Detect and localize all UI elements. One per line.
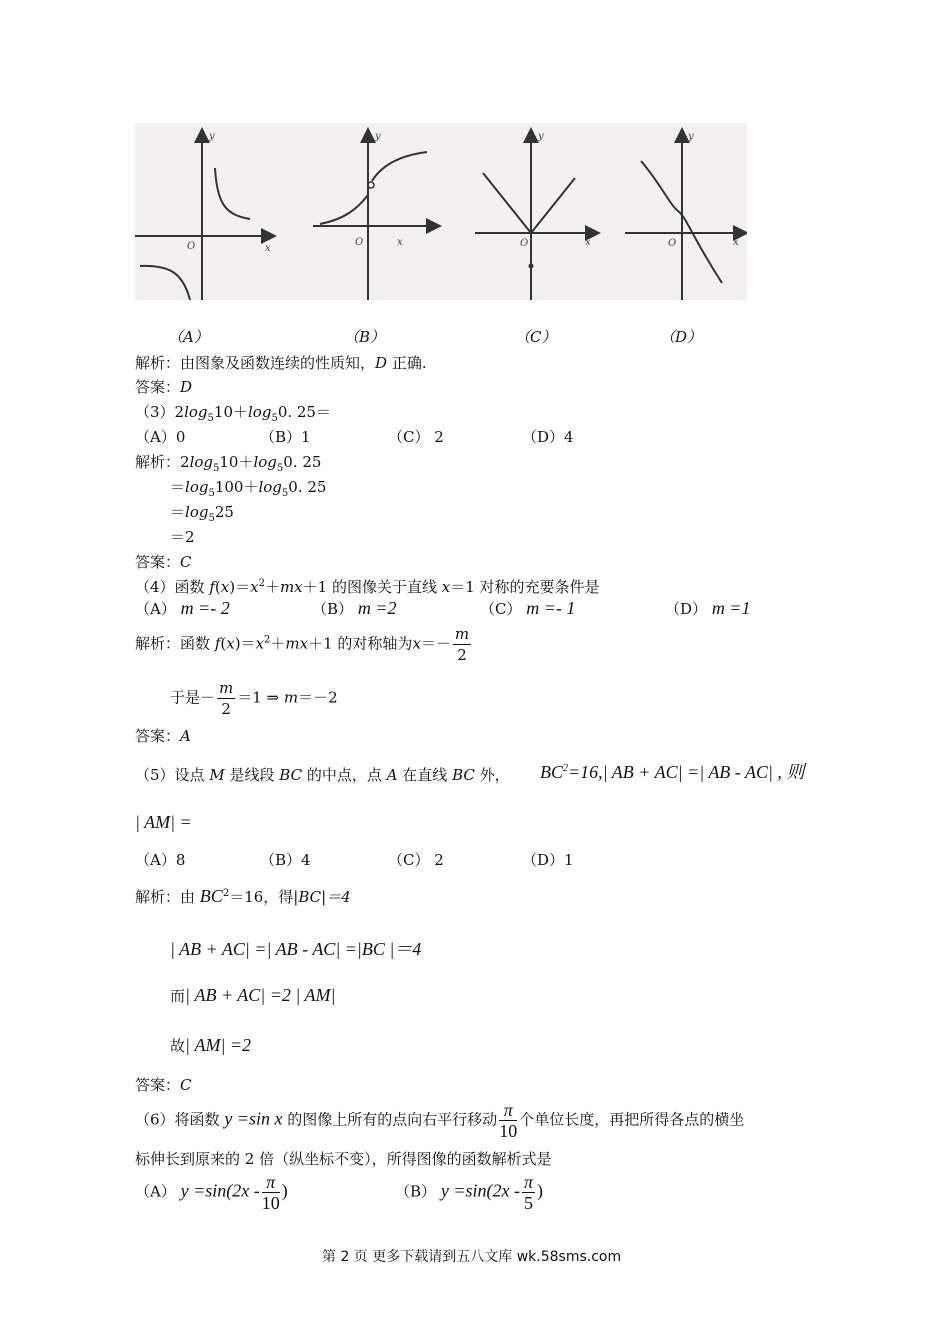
q2-analysis [135, 352, 427, 373]
graph-label-c: （C） [515, 328, 557, 346]
q3-answer-label: 答案： [135, 553, 181, 571]
q6-stem-b: 的图像上所有的点向右平行移动 [287, 1110, 498, 1129]
q5-analysis-a1c: |BC|＝4 [293, 888, 351, 906]
q6-option-a [135, 1172, 288, 1213]
q4-analysis-line1 [135, 624, 473, 665]
q5-answer [135, 1074, 192, 1095]
q4-line2-a: 于是－ [170, 688, 216, 707]
graph-c-y-label: y [538, 131, 544, 142]
q6-stem-a: 将函数 [174, 1110, 220, 1129]
q6-func: y =sin x [224, 1108, 283, 1129]
graph-b-origin: O [355, 237, 364, 248]
q4-stem-a: 函数 [174, 578, 205, 596]
q3-step2-base2: 5 [281, 488, 289, 499]
q2-answer [135, 376, 192, 397]
q5-cond-rest: =16,| AB + AC| =| AB - AC| , 则 [568, 762, 805, 782]
q4-analysis-label: 解析： [135, 634, 181, 653]
q3-step3-log: log [185, 503, 209, 521]
q6-option-a-num: π [262, 1172, 280, 1193]
q5-stem-d: 在直线 [402, 766, 448, 784]
q2-analysis-letter: D [375, 354, 388, 372]
q5-analysis-a3b: | AB + AC| =2 | AM| [185, 985, 336, 1005]
graph-c-origin: O [520, 238, 529, 249]
q4-option-c-label: （C） [480, 600, 522, 618]
q3-step2-base1: 5 [208, 488, 215, 499]
q5-analysis-line3 [170, 985, 335, 1006]
q3-analysis-step4: ＝2 [170, 528, 195, 546]
q5-BC-1: BC [279, 766, 303, 784]
q3-stem [135, 401, 331, 424]
q6-shift-den: 10 [499, 1121, 518, 1141]
q4-answer-label: 答案： [135, 727, 181, 745]
q4-f: f [209, 578, 215, 596]
q4-analysis-frac-den: 2 [457, 646, 467, 664]
q5-analysis-a3a: 而 [170, 987, 186, 1005]
q3-step1-c: 0. 25 [283, 453, 322, 471]
q4-x-1: x [220, 578, 230, 596]
q4-line2-b: ＝1 ⇒ [237, 688, 284, 707]
q5-stem-a: 设点 [174, 766, 205, 784]
q5-analysis-a4a: 故 [170, 1037, 186, 1055]
q3-answer-value: C [180, 553, 192, 571]
graph-b-y-label: y [375, 131, 381, 142]
q3-stem-a: 2 [174, 403, 185, 421]
q5-cond-sup: 2 [563, 763, 569, 774]
q6-option-b-label: （B） [395, 1182, 437, 1201]
q6-option-a-label: （A） [135, 1182, 176, 1201]
q4-analysis-frac-num: m [454, 625, 470, 643]
graph-c [475, 131, 597, 300]
q3-step2-log2: log [258, 478, 282, 496]
q6-stem-line2: 标伸长到原来的 2 倍（纵坐标不变），所得图像的函数解析式是 [135, 1150, 552, 1168]
q3-base-1: 5 [207, 413, 214, 424]
q4-stem-f: ＝1 对称的充要条件是 [450, 578, 600, 596]
q4-stem-c: )＝ [229, 578, 251, 596]
q3-step2-c: 0. 25 [288, 478, 327, 496]
q5-analysis-sup: 2 [222, 888, 230, 899]
q3-answer [135, 551, 192, 572]
q2-analysis-text-b: 正确. [391, 354, 427, 372]
q3-stem-c: 0. 25＝ [277, 403, 331, 421]
q4-stem-d: ＋ [264, 578, 280, 596]
q3-step1-base1: 5 [213, 463, 220, 474]
q3-step1-log2: log [253, 453, 277, 471]
q6-option-a-close: ) [281, 1180, 288, 1201]
q4-analysis-eq-minus: ＝－ [420, 634, 451, 653]
q4-analysis-eq: )＝ [234, 634, 256, 653]
q2-answer-label: 答案： [135, 378, 181, 396]
q3-step1-b: 10＋ [219, 453, 254, 471]
q4-analysis-mx: mx [285, 634, 309, 653]
graph-a-x-label: x [265, 243, 271, 254]
q3-stem-b: 10＋ [213, 403, 248, 421]
q3-option-d: （D）4 [522, 428, 574, 446]
q2-analysis-label: 解析： [135, 354, 181, 372]
q3-option-b: （B）1 [260, 428, 311, 446]
q3-option-a: （A）0 [135, 428, 186, 446]
q4-analysis-x1: x [226, 634, 235, 653]
q6-option-b-fraction [522, 1172, 535, 1213]
q5-stem [135, 764, 510, 785]
q5-stem-b: 是线段 [229, 766, 275, 784]
q5-cond-bc: BC [540, 762, 564, 782]
q4-option-b [312, 598, 396, 619]
q4-analysis-a: 函数 [180, 634, 211, 653]
q5-stem-c: 的中点，点 [306, 766, 382, 784]
q3-analysis-step3 [170, 501, 234, 524]
q3-analysis-label: 解析： [135, 453, 181, 471]
function-graphs-figure [135, 123, 747, 300]
graph-c-x-label: x [585, 237, 591, 248]
graph-a-origin: O [187, 241, 196, 252]
q5-A: A [386, 766, 398, 784]
q4-analysis-x3: x [412, 634, 421, 653]
q6-option-a-fraction [262, 1172, 280, 1213]
q4-option-d-label: （D） [665, 600, 708, 618]
q3-step3-a: ＝ [170, 503, 186, 521]
q4-option-b-value: m =2 [357, 598, 397, 618]
q4-square: 2 [258, 578, 265, 589]
q4-option-d-value: m =1 [711, 598, 751, 618]
q6-option-b [395, 1172, 543, 1213]
q4-stem-e: ＋1 的图像关于直线 [302, 578, 437, 596]
q5-M: M [209, 766, 225, 784]
q6-option-b-close: ) [536, 1180, 543, 1201]
q5-analysis-a1b: ＝16，得 [229, 888, 294, 906]
graphs-svg [135, 123, 747, 300]
q2-answer-value: D [180, 378, 193, 396]
q5-option-c: （C） 2 [388, 851, 444, 869]
q4-option-d [665, 598, 750, 619]
q3-step1-log1: log [189, 453, 213, 471]
q6-number: （6） [135, 1110, 175, 1129]
q4-analysis-plus1: ＋1 [308, 634, 338, 653]
q4-answer [135, 725, 191, 746]
q6-stem-c: 个单位长度，再把所得各点的横坐 [519, 1110, 745, 1129]
q4-option-c-value: m =- 1 [526, 598, 576, 618]
q5-option-b: （B）4 [260, 851, 311, 869]
q3-log-2: log [248, 403, 272, 421]
q4-number: （4） [135, 578, 175, 596]
q4-line2-fraction [217, 678, 235, 719]
q5-answer-label: 答案： [135, 1076, 181, 1094]
q6-option-a-expr: y =sin(2x - [180, 1180, 260, 1201]
q5-condition [540, 758, 804, 784]
q6-option-b-den: 5 [523, 1193, 533, 1213]
q3-step1-a: 2 [180, 453, 190, 471]
graph-a [135, 131, 273, 300]
q4-option-a-value: m =- 2 [180, 598, 230, 618]
q5-stem-e: 外， [479, 766, 510, 784]
q4-stem [135, 576, 600, 597]
q4-line2-c: m [283, 688, 299, 707]
q6-option-b-num: π [523, 1172, 533, 1192]
graph-d-y-label: y [688, 131, 694, 142]
q4-x-2: x [250, 578, 259, 596]
q6-option-b-expr: y =sin(2x - [440, 1180, 520, 1201]
q3-number: （3） [135, 403, 175, 421]
q5-analysis-line1 [135, 886, 351, 907]
q4-mx: mx [279, 578, 303, 596]
q4-stem-b: ( [214, 578, 221, 596]
q5-analysis-a4b: | AM| =2 [185, 1035, 252, 1055]
q5-analysis-label: 解析：由 [135, 888, 196, 906]
graph-d-origin: O [668, 238, 677, 249]
q3-step3-b: 25 [214, 503, 234, 521]
graph-b [313, 131, 438, 300]
q4-analysis-paren: ( [220, 634, 227, 653]
graph-b-x-label: x [397, 237, 403, 248]
graph-label-d: （D） [660, 328, 703, 346]
q4-analysis-f: f [214, 634, 221, 653]
q4-line2-frac-num: m [219, 679, 234, 697]
q4-analysis-line2 [170, 678, 338, 719]
graph-a-y-label: y [209, 131, 215, 142]
q6-stem-line1 [135, 1100, 744, 1141]
q5-number: （5） [135, 766, 175, 784]
q4-analysis-plus: ＋ [270, 634, 286, 653]
q4-line2-d: ＝－2 [298, 688, 338, 707]
q3-step2-b: 100＋ [214, 478, 259, 496]
q5-analysis-bc: BC [199, 886, 223, 906]
graph-label-a: （A） [168, 328, 209, 346]
q5-option-d: （D）1 [522, 851, 574, 869]
q4-line2-frac-den: 2 [221, 700, 231, 718]
q4-x-3: x [441, 578, 451, 596]
q5-option-a: （A）8 [135, 851, 186, 869]
q4-option-b-label: （B） [312, 600, 354, 618]
q3-step3-base: 5 [208, 513, 215, 524]
q6-shift-fraction [499, 1100, 517, 1141]
graph-d-x-label: x [733, 237, 739, 248]
graph-d [625, 131, 745, 300]
q5-ask: | AM| = [135, 812, 192, 832]
q3-log-1: log [184, 403, 208, 421]
q5-answer-value: C [180, 1076, 192, 1094]
q4-option-c [480, 598, 575, 619]
q3-base-2: 5 [271, 413, 278, 424]
q3-step1-base2: 5 [276, 463, 284, 474]
q3-analysis-step1 [135, 451, 321, 474]
q4-option-a-label: （A） [135, 600, 176, 618]
q4-analysis-square: 2 [264, 634, 271, 646]
q3-step2-log1: log [185, 478, 209, 496]
q4-option-a [135, 598, 230, 619]
q3-step2-a: ＝ [170, 478, 186, 496]
q5-BC-2: BC [452, 766, 475, 784]
q2-analysis-text-a: 由图象及函数连续的性质知， [180, 354, 376, 372]
q6-option-a-den: 10 [261, 1193, 280, 1213]
q3-option-c: （C） 2 [388, 428, 444, 446]
graph-label-b: （B） [344, 328, 386, 346]
q6-shift-num: π [499, 1100, 517, 1121]
q4-analysis-b: 的对称轴为 [337, 634, 413, 653]
q5-analysis-line2: | AB + AC| =| AB - AC| =|BC |＝4 [170, 939, 422, 959]
q5-analysis-line4 [170, 1035, 251, 1056]
q4-answer-value: A [180, 727, 191, 745]
q3-analysis-step2 [170, 476, 326, 499]
page-footer: 第 2 页 更多下载请到五八文库 wk.58sms.com [322, 1249, 622, 1265]
q4-analysis-fraction [453, 624, 471, 665]
q4-analysis-x2: x [255, 634, 265, 653]
